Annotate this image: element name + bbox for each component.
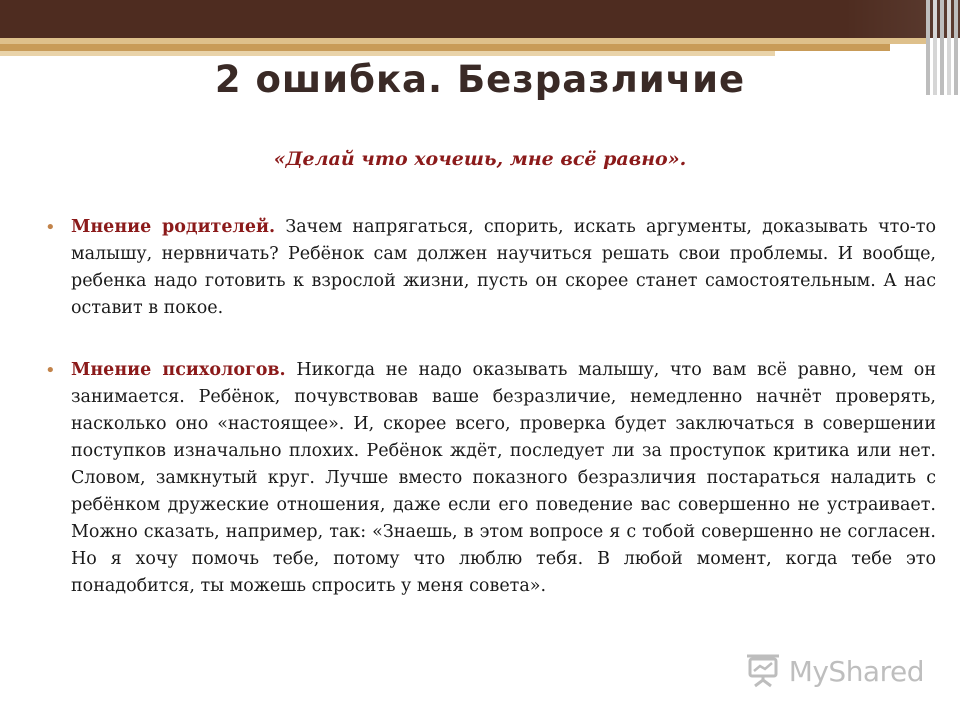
slide-title: 2 ошибка. Безразличие — [214, 58, 746, 101]
paragraph-text: Никогда не надо оказывать малышу, что вам всё равно, чем он занимается. Ребёнок, почувствовав ваше безразличие, немедленно начнёт проверять, насколько оно «настоящее». И, скорее всего, проверка будет заключаться в совершении поступков изначально плохих. Ребёнок ждёт, последует ли за проступок критика или нет. Словом, замкнутый круг. Лучше вместо показного безразличия постараться наладить с ребёнком дружеские отношения, даже если его поведение вас совершенно не устраивает. Можно сказать, например, так: «Знаешь, в этом вопросе я с тобой совершенно не согласен. Но я хочу помочь тебе, потому что люблю тебя. В любой момент, когда тебе это понадобится, ты можешь спросить у меня совета». — [71, 360, 937, 596]
slide-content — [45, 214, 936, 600]
presentation-board-icon — [743, 654, 783, 688]
gold-accent-line — [0, 51, 775, 56]
bullet-paragraph-psychologists — [45, 357, 936, 600]
paragraph-lead: Мнение психологов. — [71, 360, 286, 380]
bullet-icon: • — [45, 360, 56, 381]
paragraph-lead: Мнение родителей. — [71, 217, 276, 237]
top-bar-shade — [0, 0, 960, 38]
bullet-paragraph-parents — [45, 214, 936, 322]
watermark — [743, 654, 924, 688]
bullet-icon: • — [45, 217, 56, 238]
watermark-text: MyShared — [788, 654, 924, 688]
paragraph-text: Зачем напрягаться, спорить, искать аргументы, доказывать что-то малышу, нервничать? Ребёнок сам должен научиться решать свои проблемы. И вообще, ребенка надо готовить к взрослой жизни, пусть он скорее станет самостоятельным. А нас оставит в покое. — [71, 217, 936, 318]
slide-quote: «Делай что хочешь, мне всё равно». — [273, 148, 687, 170]
gold-accent-line — [0, 44, 890, 51]
top-decorative-bar — [0, 0, 960, 38]
